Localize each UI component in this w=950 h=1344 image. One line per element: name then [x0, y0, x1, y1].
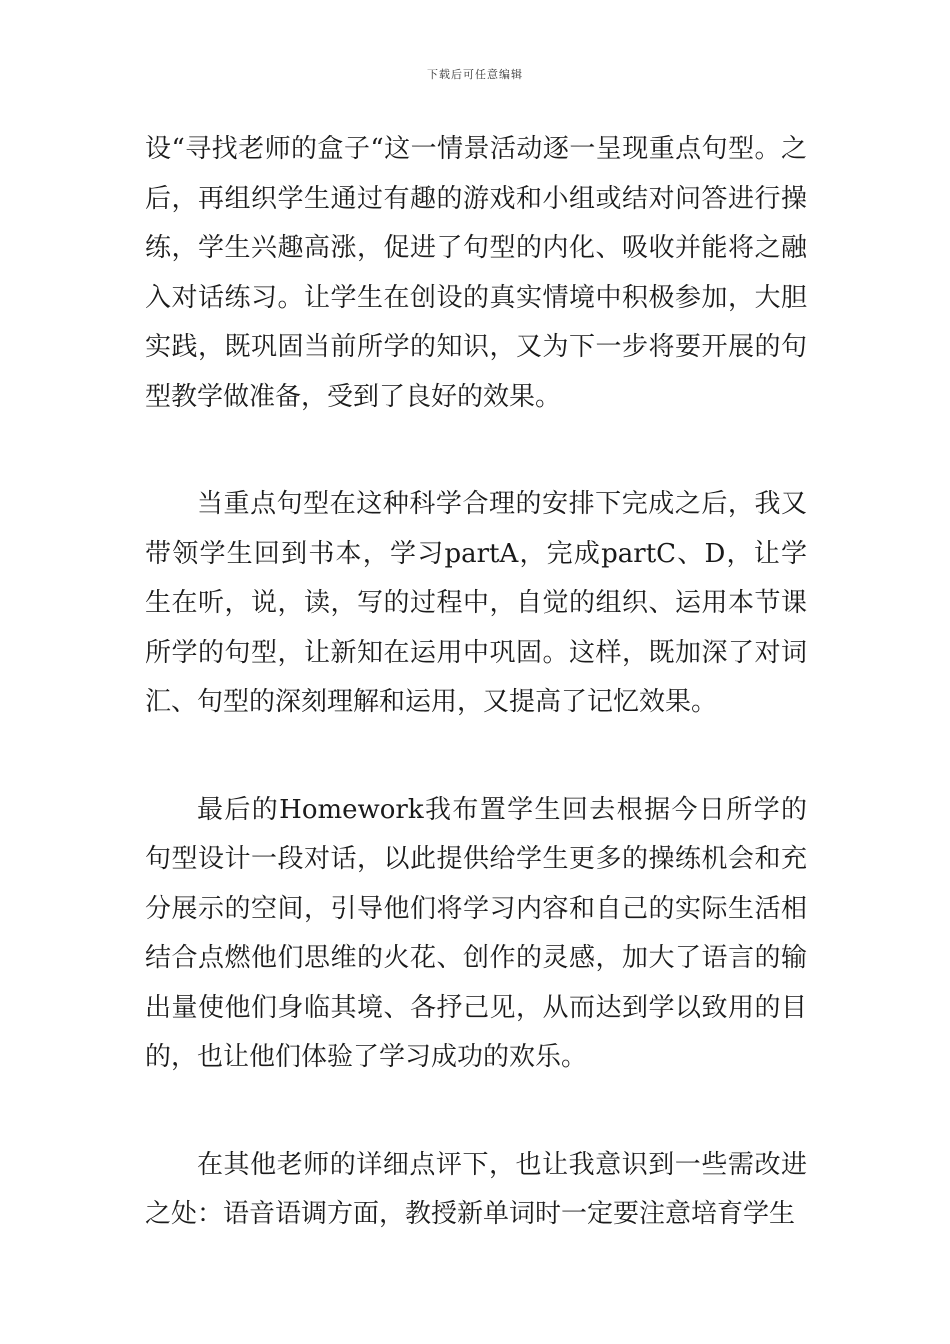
paragraph-1: 设“寻找老师的盒子“这一情景活动逐一呈现重点句型。之后，再组织学生通过有趣的游戏和小组或结对问答进行操练，学生兴趣高涨，促进了句型的内化、吸收并能将之融入对话练习。让学生在创设的真实情境中积极参加，大胆实践，既巩固当前所学的知识，又为下一步将要开展的句型教学做准备，受到了良好的效果。 — [145, 134, 807, 412]
paragraph-3: 最后的Homework我布置学生回去根据今日所学的句型设计一段对话，以此提供给学生更多的操练机会和充分展示的空间，引导他们将学习内容和自己的实际生活相结合点燃他们思维的火花、创作的灵感，加大了语言的输出量使他们身临其境、各抒己见，从而达到学以致用的目的，也让他们体验了学习成功的欢乐。 — [145, 794, 807, 1072]
page-header-note: 下载后可任意编辑 — [427, 68, 523, 81]
document-body — [145, 125, 807, 1240]
paragraph-2: 当重点句型在这种科学合理的安排下完成之后，我又带领学生回到书本，学习partA，完成partC、D，让学生在听，说，读，写的过程中，自觉的组织、运用本节课所学的句型，让新知在运用中巩固。这样，既加深了对词汇、句型的深刻理解和运用，又提高了记忆效果。 — [145, 489, 807, 717]
paragraph-4: 在其他老师的详细点评下，也让我意识到一些需改进之处：语音语调方面，教授新单词时一定要注意培育学生 — [145, 1149, 807, 1229]
